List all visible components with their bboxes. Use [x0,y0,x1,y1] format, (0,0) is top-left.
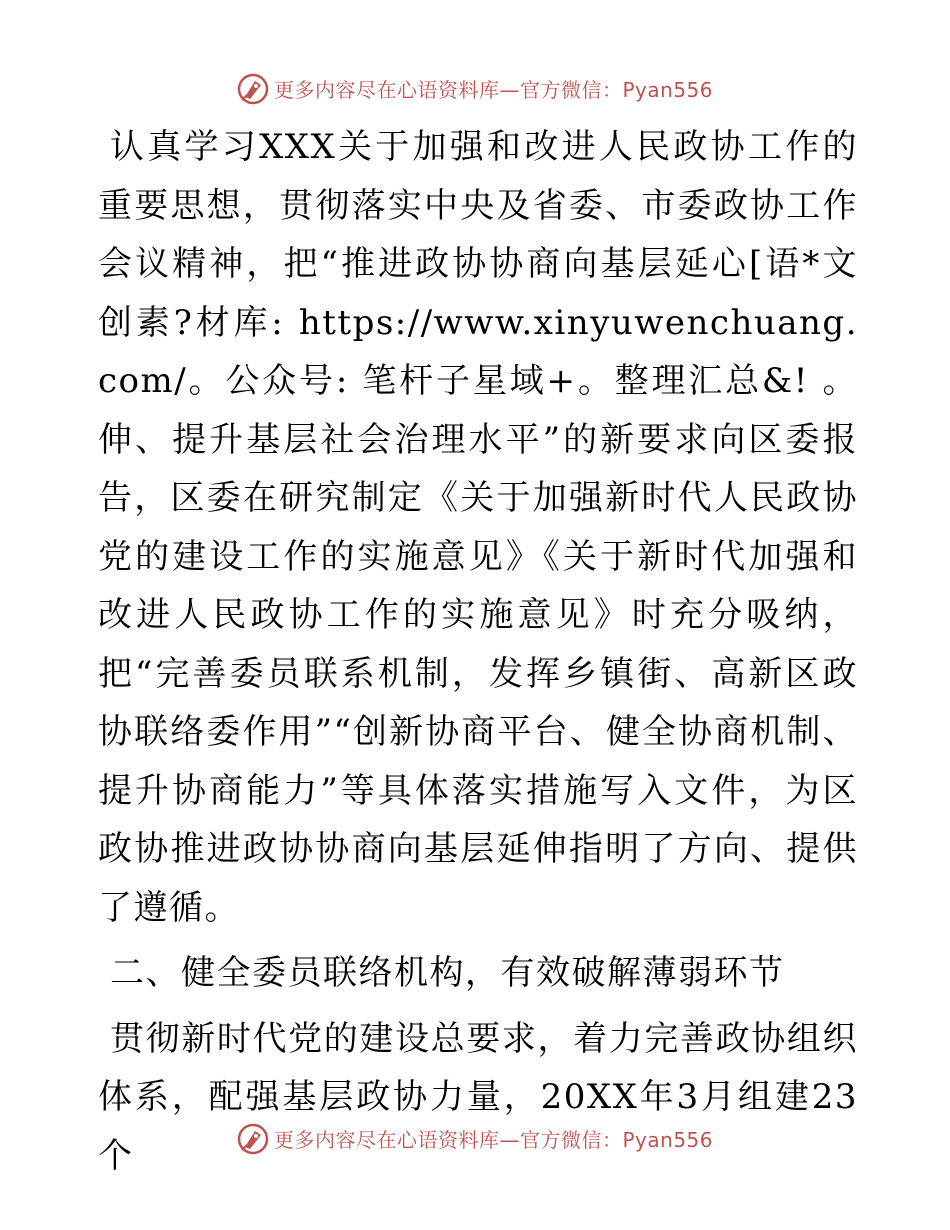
watermark-header [0,70,950,110]
watermark-site: 更多内容尽在心语资料库 [274,78,500,102]
paragraph-2: 贯彻新时代党的建设总要求，着力完善政协组织体系，配强基层政协力量，20XX年3月组建23个 [98,1018,858,1176]
pen-nib-logo-icon [236,72,270,106]
pen-nib-logo-icon [236,1122,270,1156]
watermark-separator: — [499,78,520,102]
watermark-footer [0,1120,950,1160]
watermark-wechat: 官方微信：Pyan556 [520,1128,714,1152]
section-heading-2: 二、健全委员联络机构，有效破解薄弱环节 [110,953,785,993]
paragraph-1: 认真学习XXX关于加强和改进人民政协工作的重要思想，贯彻落实中央及省委、市委政协工作会议精神，把“推进政协协商向基层延心[语*文创素?材库: https://www.xinyuwenchuang.com/。公众号: 笔杆子星域+。整理汇总&! 。伸、提升基层社会治理水平”的新要求向区委报告，区委在研究制定《关于加强新时代人民政协党的建设工作的实施意见》《关于新时代加强和改进人民政协工作的实施意见》时充分吸纳，把“完善委员联系机制，发挥乡镇街、高新区政协联络委作用”“创新协商平台、健全协商机制、提升协商能力”等具体落实措施写入文件，为区政协推进政协协商向基层延伸指明了方向、提供了遵循。 [98,127,858,928]
watermark-wechat: 官方微信：Pyan556 [520,78,714,102]
watermark-separator: — [499,1128,520,1152]
document-body [98,118,858,1185]
watermark-site: 更多内容尽在心语资料库 [274,1128,500,1152]
watermark-text [274,1128,713,1152]
watermark-text [274,78,713,102]
